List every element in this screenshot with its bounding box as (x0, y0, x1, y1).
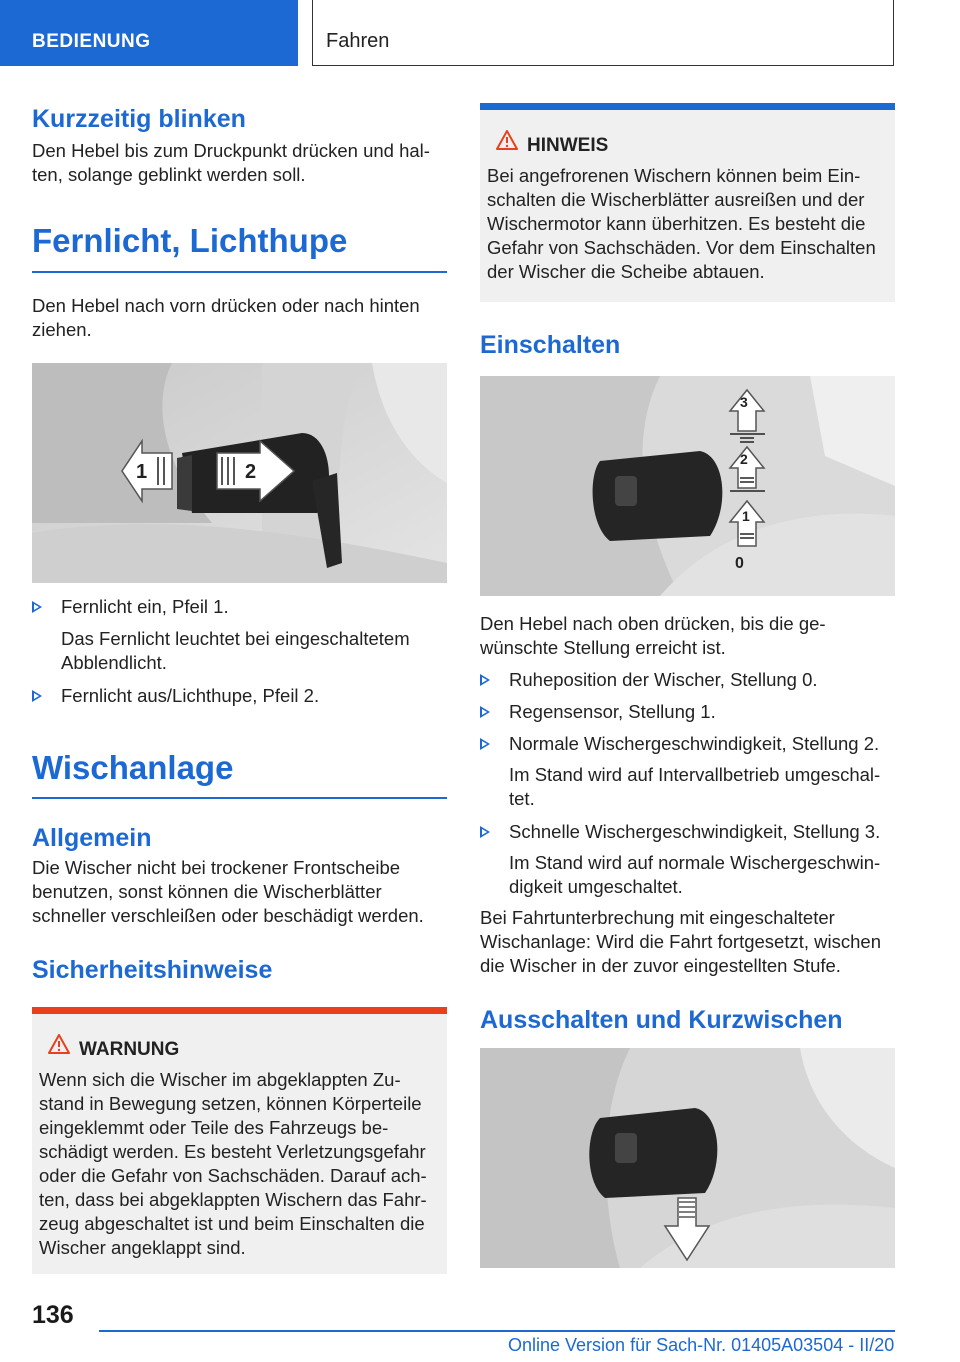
hint-title: HINWEIS (527, 135, 609, 156)
list-item: Schnelle Wischergeschwindigkeit, Stellung 3. (480, 820, 895, 844)
list-item-detail: Im Stand wird auf Intervallbetrieb umgeschal-tet. (509, 764, 881, 809)
list-item-detail: Im Stand wird auf normale Wischergeschwin-digkeit umgeschaltet. (509, 852, 881, 897)
page-header (0, 0, 960, 66)
list-item: Fernlicht ein, Pfeil 1. (32, 595, 447, 619)
heading-kurzzeitig-blinken: Kurzzeitig blinken (32, 105, 246, 133)
warning-bar (32, 1007, 447, 1014)
list-item: Normale Wischergeschwindigkeit, Stellung 2. (480, 732, 895, 756)
list-item: Ruheposition der Wischer, Stellung 0. (480, 668, 895, 692)
figure-label-2: 2 (740, 451, 748, 467)
paragraph-fernlicht: Den Hebel nach vorn drücken oder nach hinten ziehen. (32, 295, 420, 340)
hint-bar (480, 103, 895, 110)
list-item: Fernlicht aus/Lichthupe, Pfeil 2. (32, 684, 447, 708)
einschalten-list (480, 668, 895, 899)
list-item: Regensensor, Stellung 1. (480, 700, 895, 724)
page-number: 136 (32, 1301, 74, 1329)
warning-box (32, 1007, 447, 1274)
figure-fernlicht-lever (32, 363, 447, 583)
footer-rule (99, 1330, 895, 1332)
bullet-triangle-icon (480, 674, 490, 686)
warning-title: WARNUNG (79, 1039, 180, 1060)
heading-rule (32, 271, 447, 273)
figure-einschalten-lever (480, 376, 895, 596)
figure-label-2: 2 (245, 461, 257, 483)
bullet-triangle-icon (32, 690, 42, 702)
bullet-triangle-icon (480, 706, 490, 718)
fernlicht-list (32, 595, 447, 708)
figure-label-1: 1 (742, 508, 750, 524)
bullet-triangle-icon (480, 826, 490, 838)
heading-sicherheitshinweise: Sicherheitshinweise (32, 956, 273, 984)
bullet-triangle-icon (32, 601, 42, 613)
left-column (32, 100, 447, 1274)
warning-text: Wenn sich die Wischer im abgeklappten Zu-stand in Bewegung setzen, können Körperteile eingeklemmt oder Teile des Fahrzeugs be-schädigt werden. Es besteht Verletzungsgefahr oder die Gefahr von Sachschäden. Darauf ach-ten, dass bei abgeklappten Wischern das Fahr-zeug abgeschaltet ist und beim Einschalten die Wischer angeklappt sind. (39, 1069, 427, 1258)
bullet-triangle-icon (480, 738, 490, 750)
figure-label-0: 0 (735, 555, 744, 572)
heading-einschalten: Einschalten (480, 331, 621, 359)
paragraph-unterbrechung: Bei Fahrtunterbrechung mit eingeschalteter Wischanlage: Wird die Fahrt fortgesetzt, wischen die Wischer in der zuvor eingestellten Stufe. (480, 907, 881, 976)
paragraph-blinken: Den Hebel bis zum Druckpunkt drücken und hal-ten, solange geblinkt werden soll. (32, 140, 430, 185)
footer-online-version: Online Version für Sach-Nr. 01405A03504 - II/20 (508, 1335, 895, 1355)
heading-fernlicht: Fernlicht, Lichthupe (32, 222, 348, 259)
heading-ausschalten: Ausschalten und Kurzwischen (480, 1006, 843, 1034)
paragraph-allgemein: Die Wischer nicht bei trockener Frontscheibe benutzen, sonst können die Wischerblätter schneller verschleißen oder beschädigt werden. (32, 857, 424, 926)
figure-label-3: 3 (740, 394, 748, 410)
list-item-detail: Das Fernlicht leuchtet bei eingeschaltetem Abblendlicht. (61, 628, 410, 673)
figure-label-1: 1 (136, 461, 148, 483)
warning-triangle-icon (48, 1034, 70, 1054)
hint-box (480, 103, 895, 302)
heading-allgemein: Allgemein (32, 824, 152, 852)
heading-wischanlage: Wischanlage (32, 749, 234, 786)
right-column (480, 103, 895, 1268)
chapter-label: Fahren (312, 0, 894, 66)
figure-ausschalten-lever (480, 1048, 895, 1268)
heading-rule (32, 797, 447, 799)
paragraph-einschalten: Den Hebel nach oben drücken, bis die ge-wünschte Stellung erreicht ist. (480, 613, 826, 658)
hint-text: Bei angefrorenen Wischern können beim Ein-schalten die Wischerblätter ausreißen und der Wischermotor kann überhitzen. Es besteht die Gefahr von Sachschäden. Vor dem Einschalten der Wischer die Scheibe abtauen. (487, 165, 876, 282)
section-label: BEDIENUNG (0, 0, 298, 66)
hint-triangle-icon (496, 130, 518, 150)
